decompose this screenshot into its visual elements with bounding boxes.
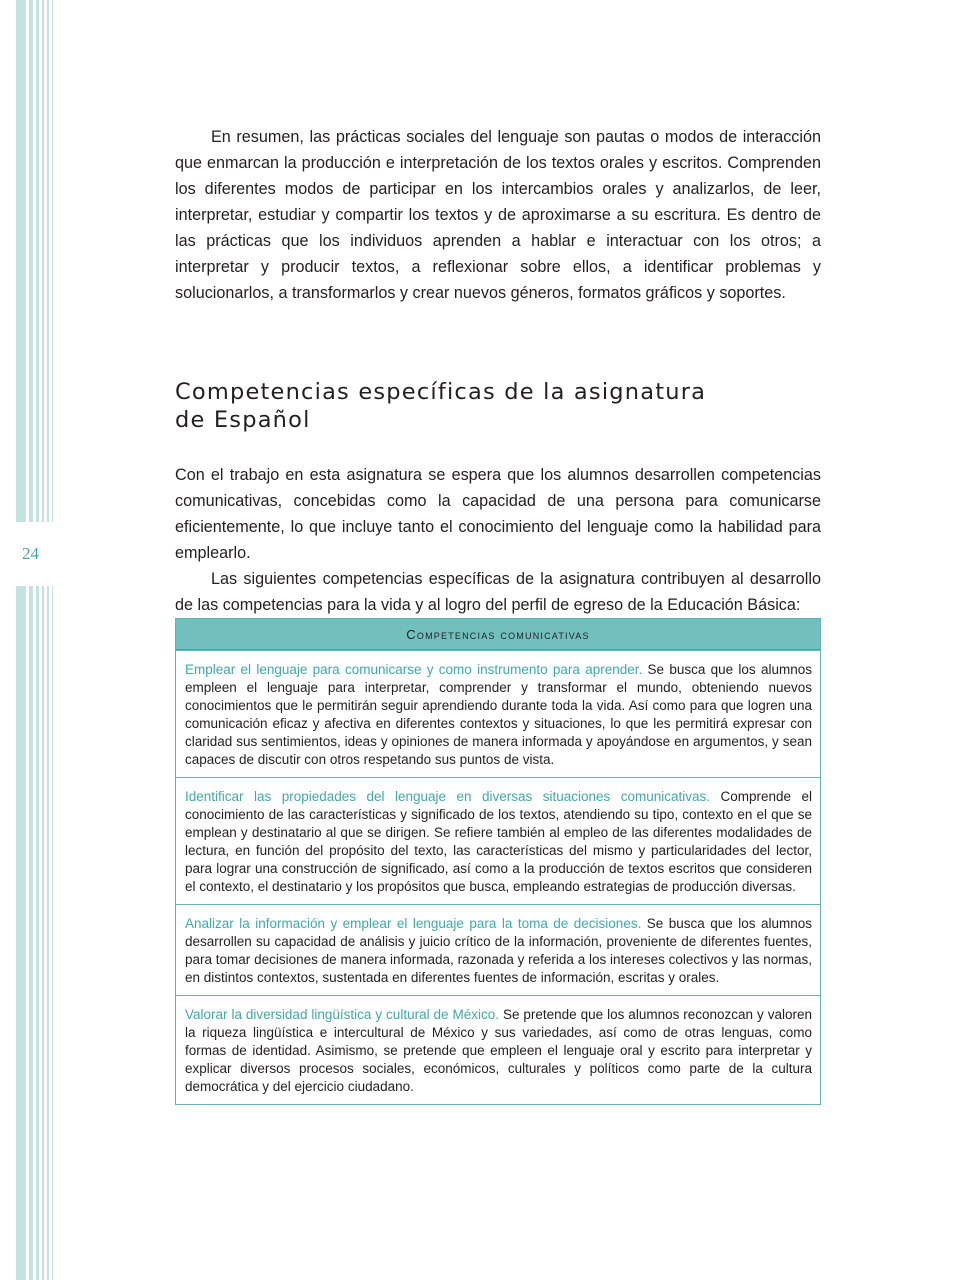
row-text: Se busca que los alumnos empleen el lenguaje para interpretar, comprender y transformar el mundo, obteniendo nuevos conocimientos que le permitirán seguir aprendiendo durante toda la vida. Así como para que logren una comunicación eficaz y afectiva en diferentes contextos y situaciones, lo que les permitirá expresar con claridad sus sentimientos, ideas y opiniones de manera informada y apoyándose en argumentos, y sean capaces de discutir con otros respetando sus puntos de vista. [185, 662, 812, 767]
table-row [176, 650, 820, 777]
row-text: Se pretende que los alumnos reconozcan y valoren la riqueza lingüística e intercultural de México y sus variedades, así como de otras lenguas, como formas de identidad. Asimismo, se pretende que empleen el lenguaje oral y escrito para interpretar y explicar diversos procesos sociales, económicos, culturales y políticos como parte de la cultura democrática y del ejercicio ciudadano. [185, 1007, 812, 1094]
section-heading [175, 378, 821, 434]
section-heading-line2: de Español [175, 407, 311, 433]
intro-block [175, 124, 821, 306]
competencies-table [175, 618, 821, 1105]
table-row [176, 904, 820, 995]
table-header: Competencias comunicativas [176, 619, 820, 650]
intro-paragraph: En resumen, las prácticas sociales del lenguaje son pautas o modos de interacción que enmarcan la producción e interpretación de los textos orales y escritos. Comprenden los diferentes modos de participar en los intercambios orales y analizarlos, de leer, interpretar, estudiar y compartir los textos y de aproximarse a su escritura. Es dentro de las prácticas que los individuos aprenden a hablar e interactuar con los otros; a interpretar y producir textos, a reflexionar sobre ellos, a identificar problemas y solucionarlos, a transformarlos y crear nuevos géneros, formatos gráficos y soportes. [175, 128, 821, 302]
row-text: Se busca que los alumnos desarrollen su capacidad de análisis y juicio crítico de la información, proveniente de diferentes fuentes, para tomar decisiones de manera informada, razonada y referida a los intereses colectivos y las normas, en distintos contextos, sustentada en diferentes fuentes de información, escritas y orales. [185, 916, 812, 985]
row-title: Emplear el lenguaje para comunicarse y como instrumento para aprender. [185, 662, 643, 677]
table-row [176, 777, 820, 904]
row-text: Comprende el conocimiento de las características y significado de los textos, atendiendo su tipo, contexto en el que se emplean y destinatario al que se dirigen. Se refiere también al empleo de las diferentes modalidades de lectura, en función del propósito del texto, las características del mismo y particularidades del lector, para lograr una construcción de significado, así como a la producción de textos escritos que consideren el contexto, el destinatario y los propósitos que busca, empleando estrategias de producción diversas. [185, 789, 812, 894]
decorative-stripes [0, 0, 60, 1280]
section-paragraph-2: Las siguientes competencias específicas de la asignatura contribuyen al desarrollo de las competencias para la vida y al logro del perfil de egreso de la Educación Básica: [175, 570, 821, 614]
table-row [176, 995, 820, 1104]
row-title: Analizar la información y emplear el lenguaje para la toma de decisiones. [185, 916, 642, 931]
section-body [175, 462, 821, 618]
row-title: Valorar la diversidad lingüística y cultural de México. [185, 1007, 499, 1022]
row-title: Identificar las propiedades del lenguaje en diversas situaciones comunicativas. [185, 789, 710, 804]
section-heading-line1: Competencias específicas de la asignatura [175, 379, 707, 405]
section-paragraph-1: Con el trabajo en esta asignatura se espera que los alumnos desarrollen competencias comunicativas, concebidas como la capacidad de una persona para comunicarse eficientemente, lo que incluye tanto el conocimiento del lenguaje como la habilidad para emplearlo. [175, 466, 821, 562]
page-number: 24 [22, 544, 39, 563]
